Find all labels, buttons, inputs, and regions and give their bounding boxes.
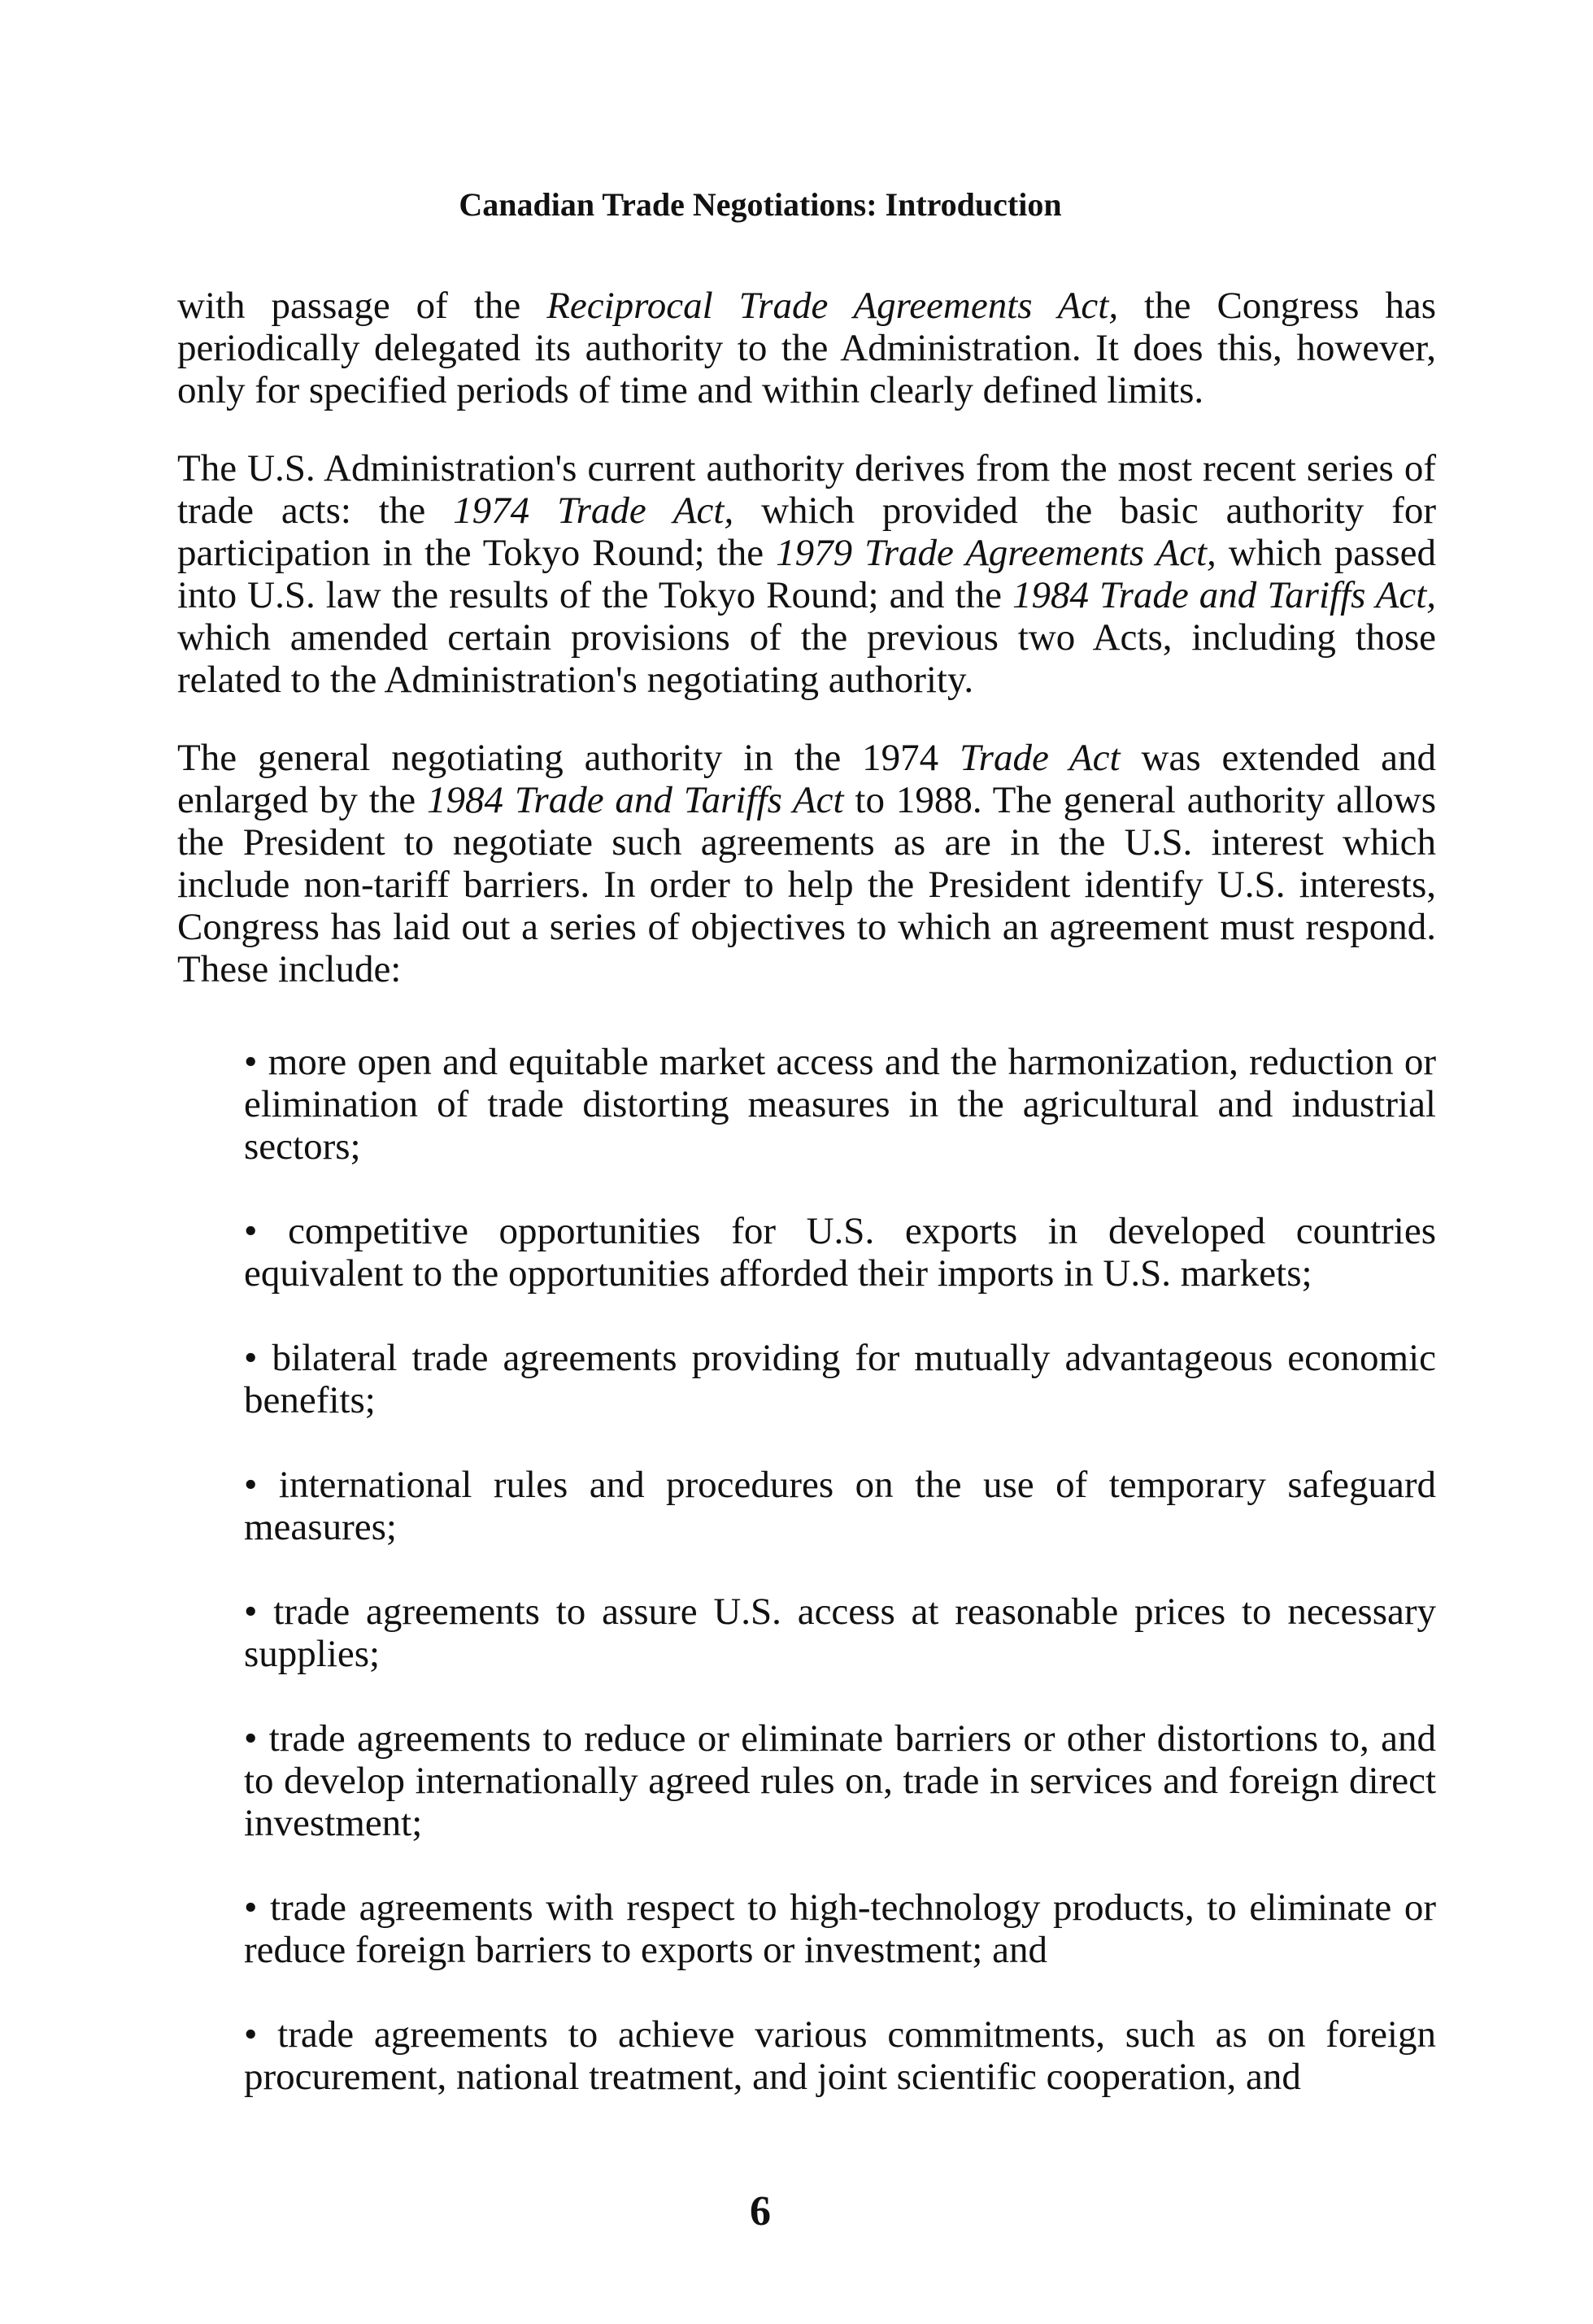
list-item: • trade agreements to achieve various commitments, such as on foreign procurement, national treatment, and joint scientific cooperation, and [244, 2013, 1436, 2098]
list-item: • trade agreements to assure U.S. access at reasonable prices to necessary supplies; [244, 1591, 1436, 1675]
paragraph-1-text-a: with passage of the [177, 285, 547, 327]
paragraph-3-text-a: The general negotiating authority in the 1974 [177, 737, 960, 779]
paragraph-3-text-c: was extended and enlarged by the [177, 737, 1436, 821]
paragraph-1 [177, 285, 1436, 411]
list-item: • bilateral trade agreements providing for mutually advantageous economic benefits; [244, 1337, 1436, 1421]
paragraph-3-text-e: to 1988. The general authority allows the President to negotiate such agreements as are in the U.S. interest which include non-tariff barriers. In order to help the President identify U.S. interests, Congress has laid out a series of objectives to which an agreement must respond. These include: [177, 779, 1436, 990]
act-title-1974: 1974 Trade Act, [453, 490, 734, 532]
page-number: 6 [750, 2188, 771, 2235]
paragraph-1-text-c: the Congress has periodically delegated its authority to the Administration. It does this, however, only for specified periods of time and within clearly defined limits. [177, 285, 1437, 411]
list-item: • competitive opportunities for U.S. exports in developed countries equivalent to the opportunities afforded their imports in U.S. markets; [244, 1210, 1436, 1295]
body-text [177, 285, 1436, 2140]
act-title-reciprocal: Reciprocal Trade Agreements Act, [546, 285, 1119, 327]
act-title-1984: 1984 Trade and Tariffs Act, [1012, 574, 1436, 616]
list-item: • more open and equitable market access and the harmonization, reduction or elimination of trade distorting measures in the agricultural and industrial sectors; [244, 1041, 1436, 1168]
paragraph-2 [177, 447, 1436, 701]
act-title-trade-act: Trade Act [960, 737, 1121, 779]
paragraph-2-text-e: which passed into U.S. law the results of the Tokyo Round; and the [177, 532, 1437, 616]
list-item: • trade agreements with respect to high-technology products, to eliminate or reduce foreign barriers to exports or investment; and [244, 1887, 1436, 1971]
paragraph-2-text-c: which provided the basic authority for participation in the Tokyo Round; the [177, 490, 1436, 574]
act-title-1979: 1979 Trade Agreements Act, [776, 532, 1217, 574]
list-item: • international rules and procedures on the use of temporary safeguard measures; [244, 1464, 1436, 1548]
objectives-list [177, 1041, 1436, 2098]
act-title-1984-b: 1984 Trade and Tariffs Act [426, 779, 844, 821]
running-header: Canadian Trade Negotiations: Introduction [459, 186, 1062, 223]
list-item: • trade agreements to reduce or eliminate barriers or other distortions to, and to develop internationally agreed rules on, trade in services and foreign direct investment; [244, 1717, 1436, 1844]
paragraph-2-text-g: which amended certain provisions of the previous two Acts, including those related to the Administration's negotiating authority. [177, 616, 1436, 701]
paragraph-2-text-a: The U.S. Administration's current authority derives from the most recent series of trade acts: the [177, 447, 1436, 532]
paragraph-3 [177, 737, 1436, 990]
